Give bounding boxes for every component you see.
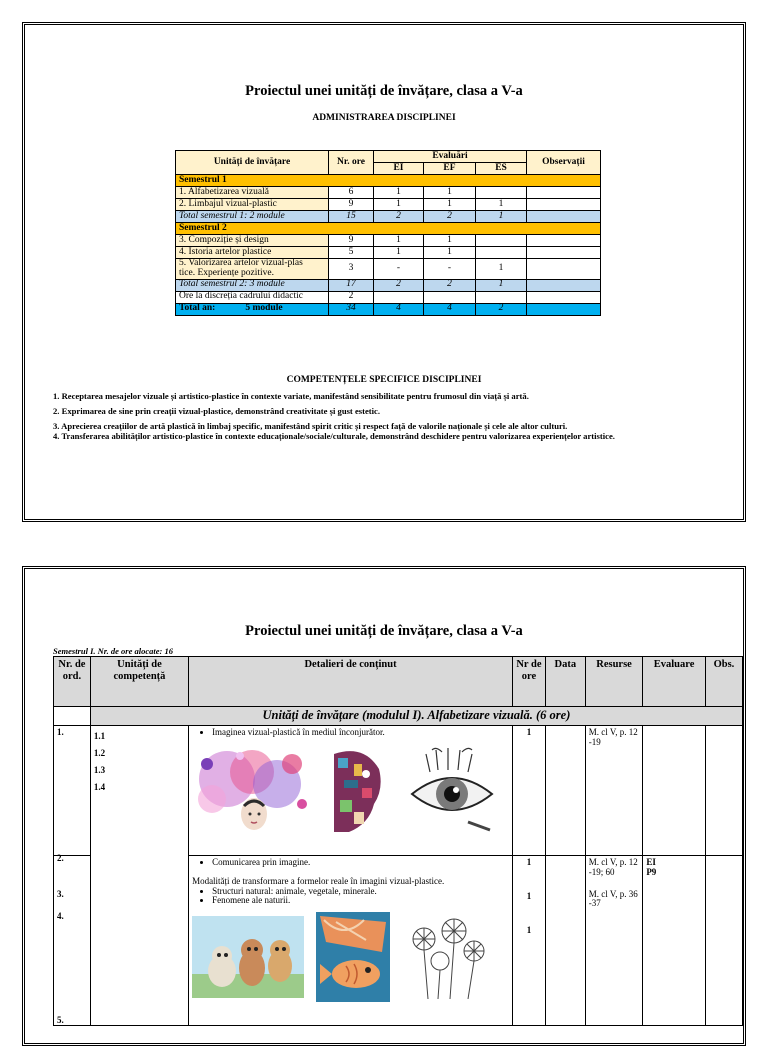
total-ef: 2 [424, 211, 476, 223]
semester-2-total-row [176, 279, 601, 291]
unit-name-line2: tice. Experiențe pozitive. [179, 267, 274, 278]
unit-name-line1: 5. Valorizarea artelor vizual-plas [179, 258, 303, 268]
total-es: 1 [476, 279, 527, 291]
unit-es [476, 235, 527, 247]
document-page-2 [22, 566, 746, 1046]
unit-name: 2. Limbajul vizual-plastic [176, 199, 329, 211]
table-row [176, 247, 601, 259]
content-bullet: • Fenomene ale naturii. [212, 896, 509, 906]
total-ef: 2 [424, 279, 476, 291]
discretion-row [176, 291, 601, 303]
competence-code: 1.3 [93, 764, 106, 775]
row-resources [585, 855, 643, 1025]
unit-ef: - [424, 259, 476, 280]
unit-es: 1 [476, 199, 527, 211]
header-evaluation: Evaluare [643, 657, 706, 707]
unit-ei: 1 [374, 235, 424, 247]
section-subtitle: ADMINISTRAREA DISCIPLINEI [312, 113, 456, 123]
face-collage-image [324, 744, 394, 836]
content-bullet: • Comunicarea prin imagine. [212, 858, 509, 868]
module-title: Unități de învățare (modulul I). Alfabetizare vizuală. (6 ore) [90, 707, 742, 726]
header-nr: Nr. de ord. [54, 657, 91, 707]
unit-es: 1 [476, 259, 527, 280]
unit-es [476, 247, 527, 259]
hours-value: 1 [526, 890, 532, 901]
content-bullet: • Structuri natural: animale, vegetale, minerale. [212, 887, 509, 897]
semester-2-label: Semestrul 2 [176, 223, 601, 235]
header-evaluations: Evaluări [374, 151, 527, 163]
header-hours: Nr. ore [329, 151, 374, 175]
unit-name: 3. Compoziție și design [176, 235, 329, 247]
unit-name: 4. Istoria artelor plastice [176, 247, 329, 259]
total-es: 1 [476, 211, 527, 223]
year-total-text: Total an: [179, 303, 216, 314]
competence-item: 3. Aprecierea creațiilor de artă plastică în limbaj specific, manifestând spirit critic și respect față de valorile naționale și cele ale altor culturi. [53, 421, 568, 432]
dandelion-drawing-image [402, 915, 492, 999]
unit-ef: 1 [424, 235, 476, 247]
butterfly-portrait-image [192, 744, 312, 836]
header-ei: EI [374, 163, 424, 175]
header-resources: Resurse [585, 657, 643, 707]
fish-painting-image [316, 912, 390, 1002]
row-number: 5. [57, 1014, 64, 1025]
unit-observations [527, 259, 601, 280]
semester-hours-label: Semestrul I. Nr. de ore alocate: 16 [53, 646, 173, 656]
row-number: 2. [57, 852, 64, 863]
competence-item: 4. Transferarea abilităților artistico-plastice în contexte educaționale/sociale/culturale, demonstrând deschidere pentru valorizarea experiențelor artistice. [53, 431, 615, 442]
hours-value: 1 [526, 924, 532, 935]
semester-1-total-row [176, 211, 601, 223]
header-competences: Unități de competență [90, 657, 188, 707]
unit-name: 1. Alfabetizarea vizuală [176, 187, 329, 199]
unit-ef: 1 [424, 247, 476, 259]
row-number: 1. [54, 725, 91, 855]
unit-hours: 9 [329, 235, 374, 247]
discretion-hours: 2 [329, 291, 374, 303]
table-row [176, 199, 601, 211]
unit-hours: 5 [329, 247, 374, 259]
total-ei: 2 [374, 279, 424, 291]
year-total-ef: 4 [424, 303, 476, 315]
year-total-row [176, 303, 601, 315]
row-number: 4. [57, 910, 64, 921]
competences-list [53, 391, 733, 447]
row-hours [513, 855, 546, 1025]
eye-drawing-image [406, 744, 498, 836]
unit-es [476, 187, 527, 199]
unit-observations [527, 199, 601, 211]
competence-code: 1.2 [93, 747, 106, 758]
row-resources: M. cl V, p. 12 -19 [585, 725, 643, 855]
header-date: Data [545, 657, 585, 707]
resource-ref: M. cl V, p. 12 -19; 60 [588, 856, 638, 877]
header-units: Unități de învățare [176, 151, 329, 175]
header-ef: EF [424, 163, 476, 175]
competence-code: 1.4 [93, 782, 106, 793]
unit-name [176, 259, 329, 280]
row-numbers [54, 852, 91, 1025]
unit-hours: 3 [329, 259, 374, 280]
competence-item: 2. Exprimarea de sine prin creații vizual-plastice, demonstrând creativitate și gust estetic. [53, 406, 380, 417]
unit-observations [527, 247, 601, 259]
hours-value: 1 [526, 856, 532, 867]
total-observations [527, 279, 601, 291]
competence-code: 1.1 [93, 730, 106, 741]
year-total-label [176, 303, 329, 315]
animals-painting-image [192, 916, 304, 998]
page-title: Proiectul unei unități de învățare, clasa a V-a [245, 83, 523, 99]
discretion-label: Ore la discreția cadrului didactic [176, 291, 329, 303]
content-details [189, 725, 513, 855]
competence-units [90, 725, 188, 1025]
row-evaluation [643, 855, 706, 1025]
table-row [176, 187, 601, 199]
total-label: Total semestrul 1: 2 module [176, 211, 329, 223]
table-row [176, 259, 601, 280]
evaluation-code: P9 [646, 866, 657, 877]
total-ei: 2 [374, 211, 424, 223]
year-total-ei: 4 [374, 303, 424, 315]
content-details [189, 855, 513, 1025]
unit-ei: - [374, 259, 424, 280]
total-hours: 15 [329, 211, 374, 223]
unit-observations [527, 187, 601, 199]
content-bullet: • Imaginea vizual-plastică în mediul înconjurător. [212, 728, 509, 738]
unit-ei: 1 [374, 187, 424, 199]
row-hours: 1 [513, 725, 546, 855]
total-hours: 17 [329, 279, 374, 291]
administration-table [175, 150, 601, 316]
competences-title: COMPETENȚELE SPECIFICE DISCIPLINEI [286, 375, 482, 385]
unit-ef: 1 [424, 187, 476, 199]
unit-observations [527, 235, 601, 247]
row-evaluation [643, 725, 706, 855]
row-obs [705, 855, 742, 1025]
unit-ei: 1 [374, 199, 424, 211]
competence-item: 1. Receptarea mesajelor vizuale și artistico-plastice în contexte variate, manifestând sensibilitate pentru frumosul din viață și artă. [53, 391, 529, 401]
unit-ef: 1 [424, 199, 476, 211]
page-title: Proiectul unei unități de învățare, clasa a V-a [245, 623, 523, 639]
total-observations [527, 211, 601, 223]
header-observations: Observații [527, 151, 601, 175]
header-es: ES [476, 163, 527, 175]
document-page-1 [22, 22, 746, 522]
row-obs [705, 725, 742, 855]
header-hours: Nr de ore [513, 657, 546, 707]
unit-hours: 9 [329, 199, 374, 211]
row-number: 3. [57, 888, 64, 899]
unit-hours: 6 [329, 187, 374, 199]
header-obs: Obs. [705, 657, 742, 707]
header-content: Detalieri de conținut [189, 657, 513, 707]
learning-plan-table [53, 656, 743, 1026]
evaluation-code: EI [646, 856, 656, 867]
row-date [545, 855, 585, 1025]
semester-1-label: Semestrul 1 [176, 175, 601, 187]
year-total-es: 2 [476, 303, 527, 315]
unit-ei: 1 [374, 247, 424, 259]
year-total-modules: 5 module [245, 303, 283, 314]
table-row [54, 725, 743, 855]
total-label: Total semestrul 2: 3 module [176, 279, 329, 291]
content-intro: Modalități de transformare a formelor reale în imagini vizual-plastice. [192, 875, 445, 886]
year-total-hours: 34 [329, 303, 374, 315]
row-date [545, 725, 585, 855]
table-row [176, 235, 601, 247]
resource-ref: M. cl V, p. 36 -37 [588, 888, 638, 909]
year-total-observations [527, 303, 601, 315]
